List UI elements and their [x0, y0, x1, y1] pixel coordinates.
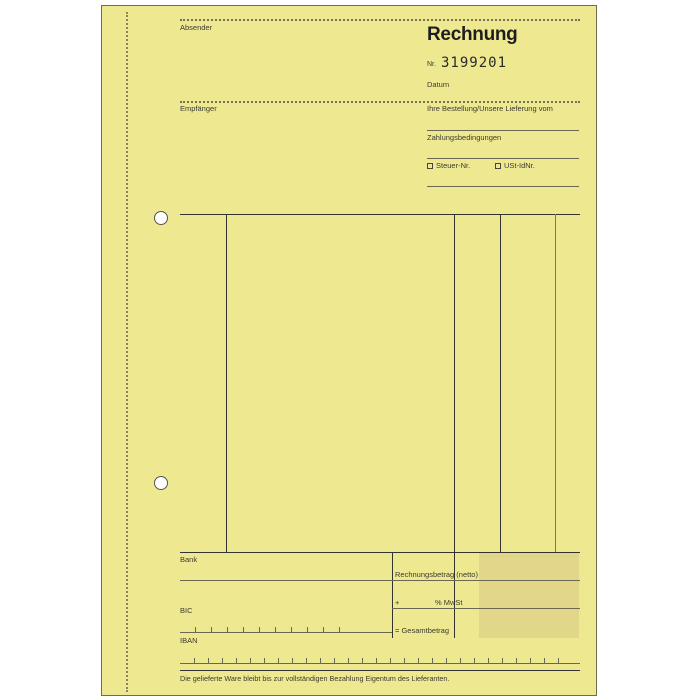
footer-divider	[392, 552, 393, 638]
iban-tick	[236, 658, 237, 663]
iban-tick	[264, 658, 265, 663]
date-label: Datum	[427, 80, 450, 89]
invoice-number: 3199201	[441, 55, 508, 71]
iban-tick	[418, 658, 419, 663]
sender-divider	[180, 19, 580, 21]
iban-tick	[544, 658, 545, 663]
bic-tick	[243, 627, 244, 632]
bic-tick	[195, 627, 196, 632]
iban-tick	[306, 658, 307, 663]
net-amount-label: Rechnungsbetrag (netto)	[395, 570, 478, 579]
bic-line	[180, 632, 392, 633]
recipient-divider	[180, 101, 580, 103]
disclaimer-text: Die gelieferte Ware bleibt bis zur vollständigen Bezahlung Eigentum des Lieferanten.	[180, 674, 450, 683]
plus-label: +	[395, 598, 400, 607]
bank-label: Bank	[180, 555, 198, 564]
iban-label: IBAN	[180, 636, 198, 645]
payment-terms-line	[427, 158, 579, 159]
sender-label: Absender	[180, 23, 213, 32]
iban-tick	[362, 658, 363, 663]
recipient-label: Empfänger	[180, 104, 217, 113]
bic-tick	[339, 627, 340, 632]
iban-tick	[530, 658, 531, 663]
tax-line	[427, 186, 579, 187]
perforation-line	[126, 12, 128, 692]
table-column-divider-1	[226, 214, 227, 552]
iban-tick	[432, 658, 433, 663]
punch-hole-bottom	[154, 476, 168, 490]
net-amount-line	[392, 580, 580, 581]
bic-label: BIC	[180, 606, 193, 615]
iban-tick	[278, 658, 279, 663]
invoice-title: Rechnung	[427, 24, 518, 45]
bic-tick	[323, 627, 324, 632]
iban-tick	[502, 658, 503, 663]
tax-number-label: Steuer-Nr.	[436, 161, 471, 170]
iban-tick	[558, 658, 559, 663]
invoice-number-label: Nr.	[427, 61, 436, 68]
iban-tick	[250, 658, 251, 663]
iban-tick	[320, 658, 321, 663]
iban-tick	[194, 658, 195, 663]
bic-tick	[307, 627, 308, 632]
bic-tick	[227, 627, 228, 632]
iban-tick	[292, 658, 293, 663]
bic-tick	[275, 627, 276, 632]
iban-tick	[348, 658, 349, 663]
vat-percent-label: % MwSt	[435, 598, 463, 607]
iban-tick	[334, 658, 335, 663]
iban-line	[180, 663, 580, 664]
order-line	[427, 130, 579, 131]
disclaimer-top-border	[180, 670, 580, 671]
vat-line	[392, 608, 580, 609]
iban-tick	[390, 658, 391, 663]
tax-number-checkbox[interactable]	[427, 163, 433, 169]
iban-tick	[460, 658, 461, 663]
order-label: Ihre Bestellung/Unsere Lieferung vom	[427, 104, 553, 113]
amount-shaded-cells	[479, 553, 579, 638]
vat-id-label: USt-IdNr.	[504, 161, 535, 170]
payment-terms-label: Zahlungsbedingungen	[427, 133, 502, 142]
total-amount-label: = Gesamtbetrag	[395, 626, 449, 635]
bic-tick	[211, 627, 212, 632]
iban-tick	[488, 658, 489, 663]
vat-id-checkbox[interactable]	[495, 163, 501, 169]
iban-tick	[222, 658, 223, 663]
bic-tick	[259, 627, 260, 632]
iban-tick	[376, 658, 377, 663]
iban-tick	[446, 658, 447, 663]
iban-tick	[474, 658, 475, 663]
iban-tick	[208, 658, 209, 663]
table-top-border	[180, 214, 580, 215]
punch-hole-top	[154, 211, 168, 225]
iban-tick	[516, 658, 517, 663]
iban-tick	[404, 658, 405, 663]
invoice-form-sheet	[101, 5, 597, 696]
bank-line	[180, 580, 392, 581]
bic-tick	[291, 627, 292, 632]
